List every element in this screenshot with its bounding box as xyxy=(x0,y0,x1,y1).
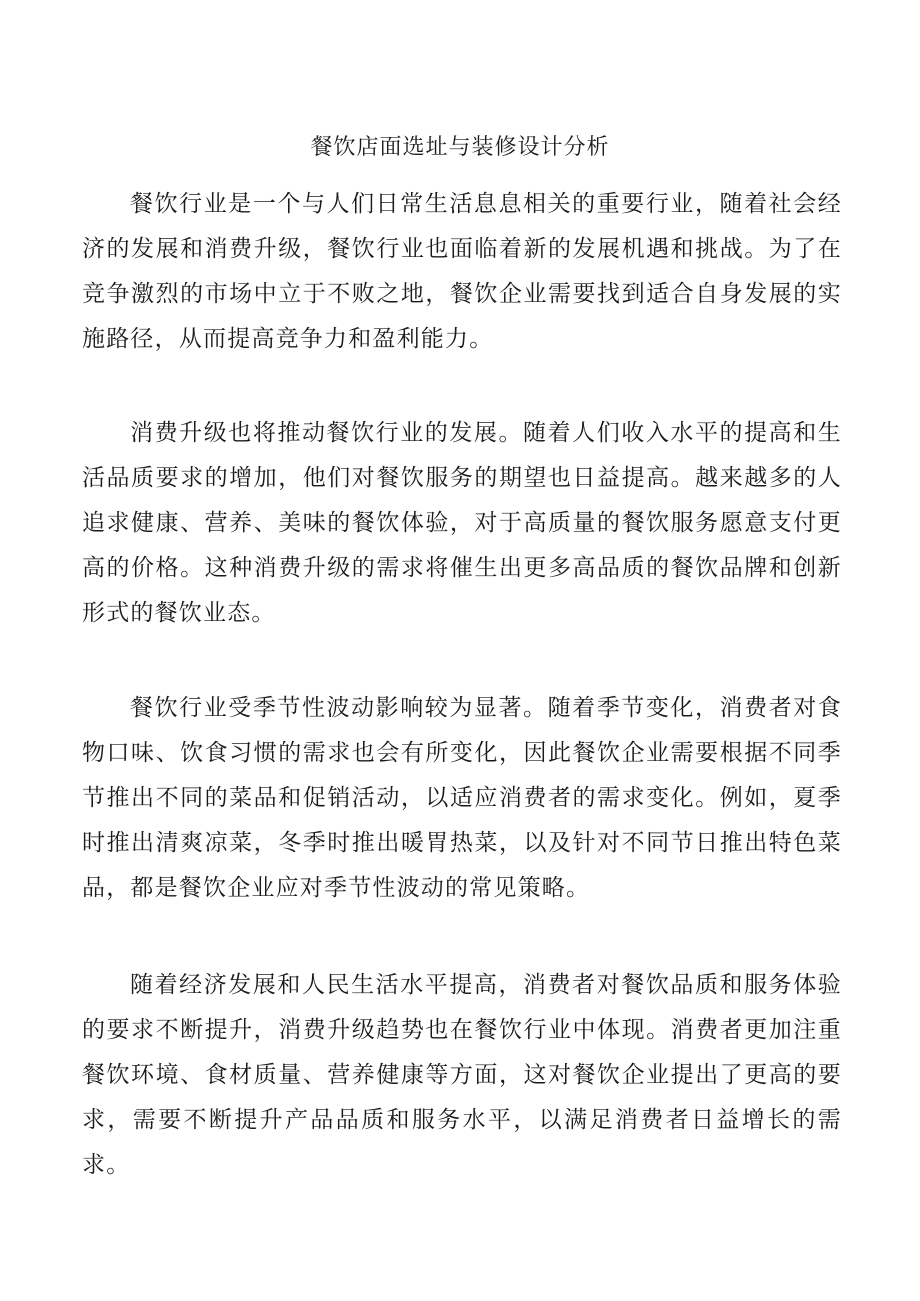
paragraph-4: 随着经济发展和人民生活水平提高，消费者对餐饮品质和服务体验的要求不断提升，消费升级趋势也在餐饮行业中体现。消费者更加注重餐饮环境、食材质量、营养健康等方面，这对餐饮企业提出了更高的要求，需要不断提升产品品质和服务水平，以满足消费者日益增长的需求。 xyxy=(82,972,842,1178)
paragraph-3: 餐饮行业受季节性波动影响较为显著。随着季节变化，消费者对食物口味、饮食习惯的需求也会有所变化，因此餐饮企业需要根据不同季节推出不同的菜品和促销活动，以适应消费者的需求变化。例如，夏季时推出清爽凉菜，冬季时推出暖胃热菜，以及针对不同节日推出特色菜品，都是餐饮企业应对季节性波动的常见策略。 xyxy=(82,695,842,901)
paragraph-2: 消费升级也将推动餐饮行业的发展。随着人们收入水平的提高和生活品质要求的增加，他们对餐饮服务的期望也日益提高。越来越多的人追求健康、营养、美味的餐饮体验，对于高质量的餐饮服务愿意支付更高的价格。这种消费升级的需求将催生出更多高品质的餐饮品牌和创新形式的餐饮业态。 xyxy=(82,420,842,626)
document-title: 餐饮店面选址与装修设计分析 xyxy=(310,135,610,160)
paragraph-1: 餐饮行业是一个与人们日常生活息息相关的重要行业，随着社会经济的发展和消费升级，餐饮行业也面临着新的发展机遇和挑战。为了在竞争激烈的市场中立于不败之地，餐饮企业需要找到适合自身发展的实施路径，从而提高竞争力和盈利能力。 xyxy=(82,191,842,352)
